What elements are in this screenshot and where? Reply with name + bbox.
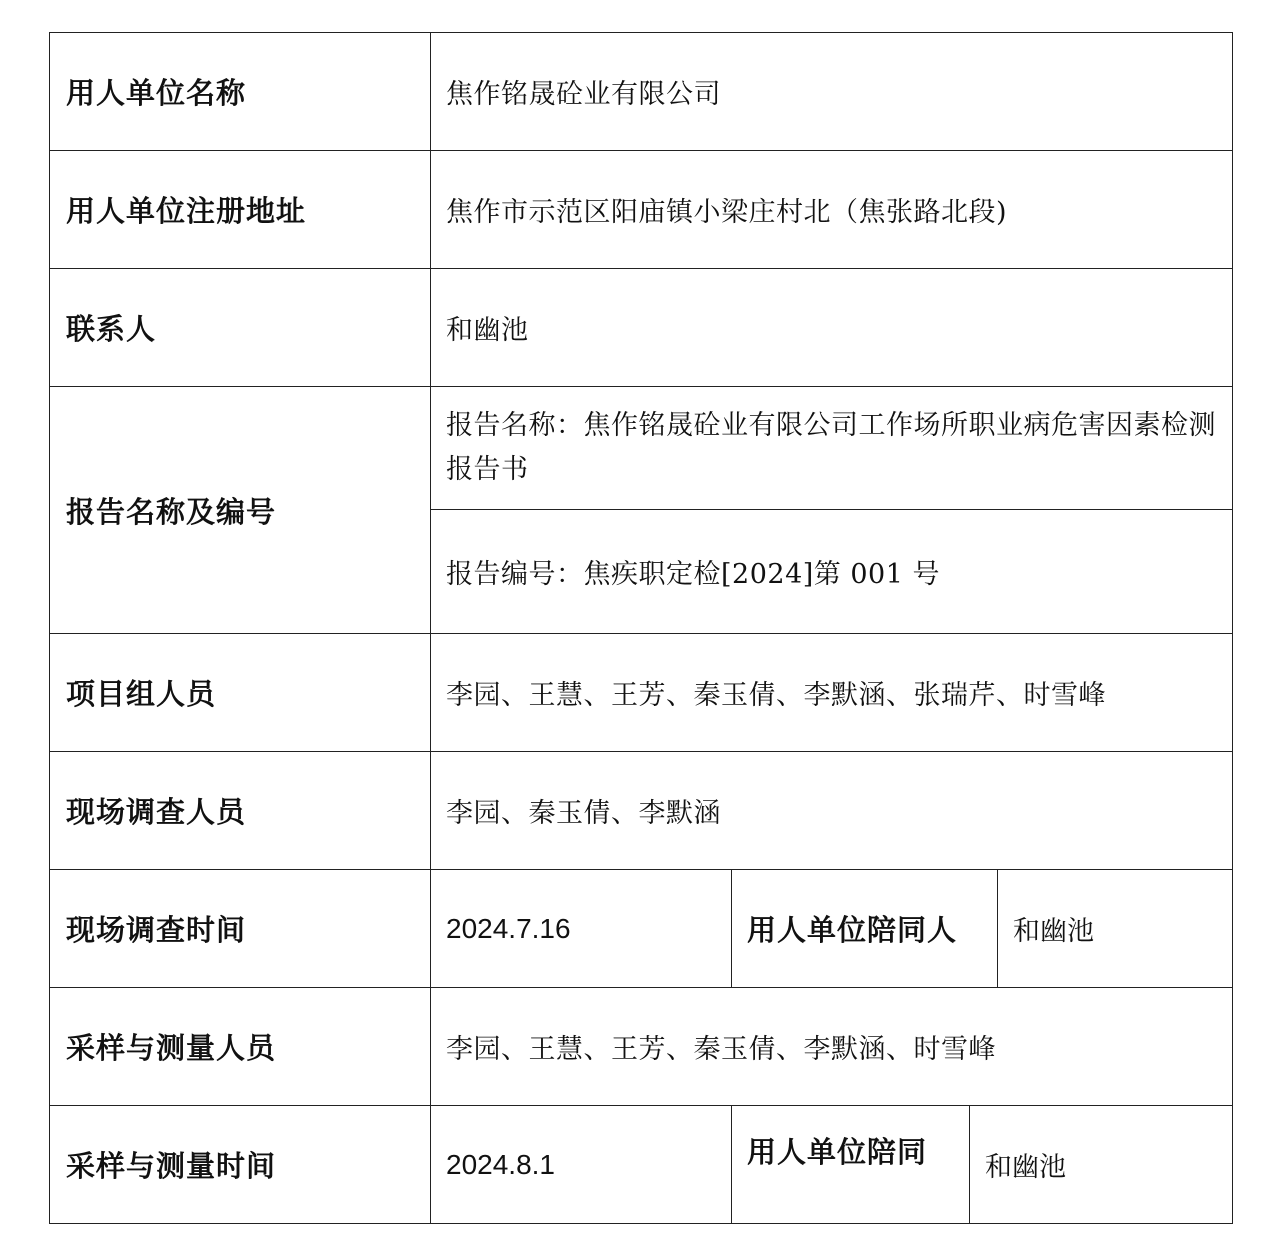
row-project-team — [50, 634, 1232, 752]
survey-time-label: 现场调查时间 — [50, 870, 431, 987]
company-name-value: 焦作铭晟砼业有限公司 — [446, 79, 721, 110]
project-team-value: 李园、王慧、王芳、秦玉倩、李默涵、张瑞芹、时雪峰 — [446, 680, 1106, 711]
company-name-label: 用人单位名称 — [50, 33, 431, 150]
row-survey-time — [50, 870, 1232, 988]
row-sampling-time — [50, 1106, 1232, 1223]
survey-companion-label: 用人单位陪同人 — [732, 870, 998, 987]
row-report — [50, 387, 1232, 634]
survey-time-value: 2024.7.16 — [431, 870, 732, 987]
row-contact — [50, 269, 1232, 387]
report-label: 报告名称及编号 — [50, 387, 431, 633]
sampling-time-label: 采样与测量时间 — [50, 1106, 431, 1223]
row-survey-staff — [50, 752, 1232, 870]
row-company-name — [50, 33, 1232, 151]
survey-staff-label: 现场调查人员 — [50, 752, 431, 869]
survey-companion-value: 和幽池 — [1013, 916, 1094, 947]
project-team-label: 项目组人员 — [50, 634, 431, 751]
report-name-value: 报告名称：焦作铭晟砼业有限公司工作场所职业病危害因素检测报告书 — [431, 387, 1232, 510]
report-number-value: 报告编号：焦疾职定检[2024]第 001 号 — [446, 559, 940, 590]
contact-label: 联系人 — [50, 269, 431, 386]
sampling-companion-label: 用人单位陪同 — [732, 1106, 970, 1223]
contact-value: 和幽池 — [446, 315, 529, 346]
sampling-time-value: 2024.8.1 — [431, 1106, 732, 1223]
sampling-companion-value: 和幽池 — [985, 1152, 1066, 1183]
sampling-staff-value: 李园、王慧、王芳、秦玉倩、李默涵、时雪峰 — [446, 1034, 996, 1065]
report-values — [431, 387, 1232, 633]
info-table — [49, 32, 1233, 1224]
company-address-value: 焦作市示范区阳庙镇小梁庄村北（焦张路北段) — [446, 197, 1008, 228]
row-company-address — [50, 151, 1232, 269]
sampling-staff-label: 采样与测量人员 — [50, 988, 431, 1105]
row-sampling-staff — [50, 988, 1232, 1106]
company-address-label: 用人单位注册地址 — [50, 151, 431, 268]
survey-staff-value: 李园、秦玉倩、李默涵 — [446, 798, 721, 829]
